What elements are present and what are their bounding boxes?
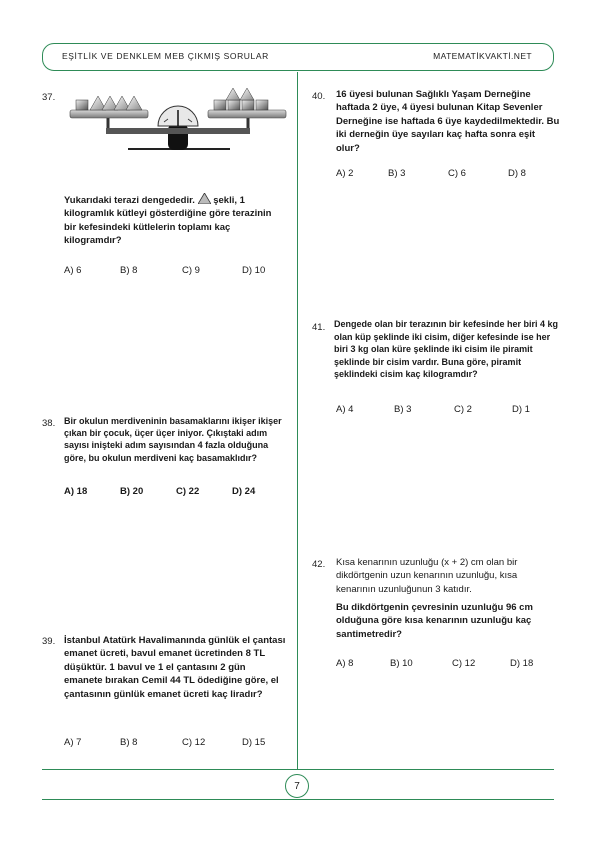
q39-number: 39. (42, 636, 56, 647)
header-title: EŞİTLİK VE DENKLEM MEB ÇIKMIŞ SORULAR (62, 51, 269, 61)
q38-choice-b[interactable]: B) 20 (120, 486, 144, 497)
bottom-rule (42, 769, 554, 770)
q39-choice-d[interactable]: D) 15 (242, 737, 266, 748)
q39-choice-c[interactable]: C) 12 (182, 737, 206, 748)
q42-choice-b[interactable]: B) 10 (390, 658, 413, 669)
q40-choice-c[interactable]: C) 6 (448, 168, 466, 179)
page-number: 7 (285, 774, 309, 798)
column-divider (297, 72, 298, 769)
q42-choice-c[interactable]: C) 12 (452, 658, 476, 669)
footer-rule (42, 799, 554, 800)
q37-choice-d[interactable]: D) 10 (242, 265, 266, 276)
scale-pillar (168, 124, 188, 150)
right-pan (208, 110, 286, 118)
q40-choice-d[interactable]: D) 8 (508, 168, 526, 179)
left-pan (70, 110, 148, 118)
q42-text-normal: Kısa kenarının uzunluğu (x + 2) cm olan bir dikdörtgenin uzun kenarının uzunluğu, kısa kenarının uzunluğunun 3 katıdır. (336, 557, 518, 595)
q42-text-bold: Bu dikdörtgenin çevresinin uzunluğu 96 cm olduğuna göre kısa kenarının uzunluğu kaç santimetredir? (336, 602, 533, 640)
q37-text-after-icon: şekli, 1 kilogramlık kütleyi gösterdiğine göre terazinin bir kefesindeki kütlelerin toplamı kaç kilogramdır? (64, 195, 272, 247)
q38-choice-d[interactable]: D) 24 (232, 486, 256, 497)
q37-choice-c[interactable]: C) 9 (182, 265, 200, 276)
q38-number: 38. (42, 418, 56, 429)
q42-choice-a[interactable]: A) 8 (336, 658, 354, 669)
right-cube-1 (214, 100, 226, 110)
q39-choice-a[interactable]: A) 7 (64, 737, 82, 748)
q41-number: 41. (312, 322, 326, 333)
q40-choice-a[interactable]: A) 2 (336, 168, 354, 179)
q40-text: 16 üyesi bulunan Sağlıklı Yaşam Derneğine haftada 2 üye, 4 üyesi bulunan Kitap Sevenler Derneğine ise haftada 6 üye kaydedilmektedir. Bu iki derneğin üye sayıları kaç hafta sonra eşit olur? (336, 89, 560, 154)
left-pyramid-4 (126, 96, 142, 110)
q39-text: İstanbul Atatürk Havalimanında günlük el çantası emanet ücreti, bavul emanet ücretinden 8 TL düşüktür. 1 bavul ve 1 el çantasını 2 gün emanete bırakan Cemil 44 TL ödediğine göre, el çantasının günlük emanet ücreti kaç liradır? (64, 635, 286, 700)
q41-choice-a[interactable]: A) 4 (336, 404, 354, 415)
q37-text (64, 193, 286, 248)
q40-choices (336, 168, 526, 179)
q42-choice-d[interactable]: D) 18 (510, 658, 534, 669)
q37-choices (64, 265, 265, 276)
q40-number: 40. (312, 91, 326, 102)
q38-text: Bir okulun merdiveninin basamaklarını ikişer ikişer çıkan bir çocuk, üçer üçer iniyor. Çıkıştaki adım sayısı inişteki adım sayısından 4 fazla olduğuna göre, bu okulun merdiveni kaç basamaklıdır? (64, 416, 282, 463)
header-site: MATEMATİKVAKTİ.NET (433, 51, 532, 61)
q38-choices (64, 486, 255, 497)
balance-scale-figure (68, 84, 290, 154)
pyramid-icon (198, 193, 211, 204)
q41-text: Dengede olan bir terazının bir kefesinde her biri 4 kg olan küp şeklinde iki cisim, diğer kefesinde ise her biri 3 kg olan küre şeklinde iki cisim ile piramit şeklinde bir cisim vardır. Buna göre, piramit şeklindeki cisim kaç kilogramdır? (334, 319, 559, 380)
q37-number: 37. (42, 92, 56, 103)
q41-choice-c[interactable]: C) 2 (454, 404, 472, 415)
right-pyramid-2 (240, 88, 254, 100)
q38-choice-c[interactable]: C) 22 (176, 486, 200, 497)
q37-text-before-icon: Yukarıdaki terazi dengededir. (64, 195, 195, 206)
q42-choices (336, 658, 533, 669)
q37-choice-a[interactable]: A) 6 (64, 265, 82, 276)
q39-choice-b[interactable]: B) 8 (120, 737, 138, 748)
right-cube-2 (228, 100, 240, 110)
q40-choice-b[interactable]: B) 3 (388, 168, 406, 179)
right-pyramid-1 (226, 88, 240, 100)
q41-choices (336, 404, 530, 415)
q38-choice-a[interactable]: A) 18 (64, 486, 88, 497)
right-cube-4 (256, 100, 268, 110)
right-cube-3 (242, 100, 254, 110)
q39-choices (64, 737, 265, 748)
q41-choice-d[interactable]: D) 1 (512, 404, 530, 415)
q41-choice-b[interactable]: B) 3 (394, 404, 412, 415)
q42-number: 42. (312, 559, 326, 570)
left-cube-1 (76, 100, 88, 110)
q37-choice-b[interactable]: B) 8 (120, 265, 138, 276)
